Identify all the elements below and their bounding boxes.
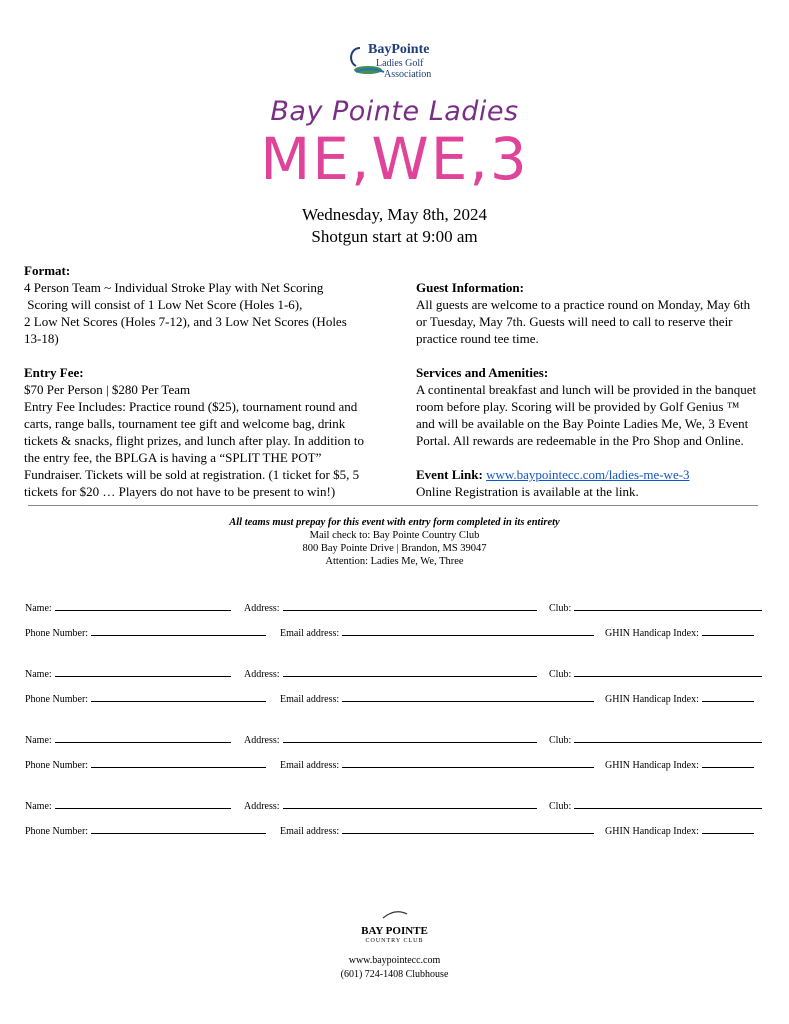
fee-line: tickets & snacks, flight prizes, and lunch after play. In addition to — [24, 433, 364, 448]
address-label: Address: — [244, 603, 280, 614]
club-field[interactable] — [549, 732, 762, 746]
player-row-bottom — [0, 823, 789, 837]
phone-label: Phone Number: — [25, 826, 89, 837]
ghin-label: GHIN Handicap Index: — [605, 826, 699, 837]
email-input[interactable] — [342, 691, 594, 702]
fee-line: the entry fee, the BPLGA is having a “SPLIT THE POT” — [24, 450, 322, 465]
name-label: Name: — [25, 735, 52, 746]
services-line: A continental breakfast and lunch will be provided in the banquet — [416, 382, 757, 397]
phone-input[interactable] — [91, 823, 266, 834]
registration-note: Online Registration is available at the link. — [416, 484, 639, 499]
name-input[interactable] — [55, 732, 231, 743]
ghin-input[interactable] — [702, 823, 754, 834]
name-input[interactable] — [55, 600, 231, 611]
name-input[interactable] — [55, 666, 231, 677]
phone-input[interactable] — [91, 691, 266, 702]
club-label: Club: — [549, 801, 572, 812]
address-field[interactable] — [244, 666, 537, 680]
ghin-input[interactable] — [702, 691, 754, 702]
club-label: Club: — [549, 603, 572, 614]
player-row-bottom — [0, 625, 789, 639]
fee-line: carts, range balls, tournament tee gift and welcome bag, drink — [24, 416, 346, 431]
ghin-field[interactable] — [605, 691, 754, 705]
email-label: Email address: — [280, 628, 340, 639]
services-line: and will be available on the Bay Pointe Ladies Me, We, 3 Event — [416, 416, 749, 431]
ghin-label: GHIN Handicap Index: — [605, 628, 699, 639]
club-input[interactable] — [574, 600, 762, 611]
fee-line: tickets for $20 … Players do not have to be present to win!) — [24, 484, 336, 499]
logo-line-3: Association — [384, 69, 432, 80]
association-logo — [340, 40, 450, 88]
footer-website[interactable]: www.baypointecc.com — [348, 955, 441, 966]
event-subtitle: Bay Pointe Ladies — [270, 96, 519, 127]
footer-contact — [0, 954, 789, 982]
address-field[interactable] — [244, 798, 537, 812]
ghin-label: GHIN Handicap Index: — [605, 760, 699, 771]
mail-line: Mail check to: Bay Pointe Country Club — [309, 530, 480, 541]
club-label: Club: — [549, 669, 572, 680]
mail-instructions — [0, 516, 789, 568]
guest-heading: Guest Information: — [416, 280, 524, 295]
address-field[interactable] — [244, 600, 537, 614]
left-column — [24, 262, 394, 500]
address-input[interactable] — [283, 600, 537, 611]
ghin-field[interactable] — [605, 625, 754, 639]
phone-field[interactable] — [25, 691, 266, 705]
format-line: 2 Low Net Scores (Holes 7-12), and 3 Low Net Scores (Holes — [24, 314, 347, 329]
email-input[interactable] — [342, 625, 594, 636]
footer-logo — [0, 908, 789, 945]
services-heading: Services and Amenities: — [416, 365, 549, 380]
address-field[interactable] — [244, 732, 537, 746]
player-row-top — [0, 666, 789, 680]
name-field[interactable] — [25, 666, 231, 680]
prepay-notice: All teams must prepay for this event with entry form completed in its entirety — [229, 517, 560, 528]
format-line: Scoring will consist of 1 Low Net Score (Holes 1-6), — [24, 297, 303, 312]
event-link-label: Event Link: — [416, 467, 483, 482]
player-row-top — [0, 732, 789, 746]
fee-line: Fundraiser. Tickets will be sold at registration. (1 ticket for $5, 5 — [24, 467, 360, 482]
name-label: Name: — [25, 669, 52, 680]
name-label: Name: — [25, 801, 52, 812]
email-label: Email address: — [280, 694, 340, 705]
player-row-bottom — [0, 757, 789, 771]
club-logo-icon — [375, 908, 415, 920]
footer-phone: (601) 724-1408 Clubhouse — [340, 969, 449, 980]
club-input[interactable] — [574, 732, 762, 743]
email-field[interactable] — [280, 625, 594, 639]
event-link-line — [416, 466, 776, 483]
name-field[interactable] — [25, 798, 231, 812]
email-field[interactable] — [280, 691, 594, 705]
address-input[interactable] — [283, 732, 537, 743]
ghin-input[interactable] — [702, 757, 754, 768]
email-input[interactable] — [342, 823, 594, 834]
player-row-top — [0, 798, 789, 812]
club-field[interactable] — [549, 798, 762, 812]
club-logo-subtext: COUNTRY CLUB — [365, 938, 424, 944]
player-row-top — [0, 600, 789, 614]
phone-input[interactable] — [91, 757, 266, 768]
name-label: Name: — [25, 603, 52, 614]
name-input[interactable] — [55, 798, 231, 809]
email-label: Email address: — [280, 826, 340, 837]
fee-line: $70 Per Person | $280 Per Team — [24, 382, 191, 397]
email-field[interactable] — [280, 823, 594, 837]
name-field[interactable] — [25, 732, 231, 746]
phone-label: Phone Number: — [25, 628, 89, 639]
address-input[interactable] — [283, 666, 537, 677]
email-input[interactable] — [342, 757, 594, 768]
fee-line: Entry Fee Includes: Practice round ($25), tournament round and — [24, 399, 358, 414]
email-label: Email address: — [280, 760, 340, 771]
event-link[interactable]: www.baypointecc.com/ladies-me-we-3 — [486, 467, 690, 482]
player-row-bottom — [0, 691, 789, 705]
phone-field[interactable] — [25, 625, 266, 639]
ghin-field[interactable] — [605, 823, 754, 837]
address-label: Address: — [244, 669, 280, 680]
email-field[interactable] — [280, 757, 594, 771]
ghin-label: GHIN Handicap Index: — [605, 694, 699, 705]
address-input[interactable] — [283, 798, 537, 809]
phone-label: Phone Number: — [25, 694, 89, 705]
services-line: room before play. Scoring will be provided by Golf Genius ™ — [416, 399, 740, 414]
club-label: Club: — [549, 735, 572, 746]
fee-heading: Entry Fee: — [24, 365, 84, 380]
club-logo-text: BAY POINTE — [361, 925, 428, 937]
guest-line: or Tuesday, May 7th. Guests will need to call to reserve their — [416, 314, 733, 329]
services-line: Portal. All rewards are redeemable in the Pro Shop and Online. — [416, 433, 744, 448]
address-label: Address: — [244, 735, 280, 746]
mail-line: Attention: Ladies Me, We, Three — [325, 556, 464, 567]
event-date: Wednesday, May 8th, 2024 — [302, 205, 487, 224]
club-input[interactable] — [574, 798, 762, 809]
phone-field[interactable] — [25, 757, 266, 771]
event-title: ME,WE,3 — [260, 125, 529, 193]
ghin-field[interactable] — [605, 757, 754, 771]
club-field[interactable] — [549, 666, 762, 680]
phone-field[interactable] — [25, 823, 266, 837]
guest-line: practice round tee time. — [416, 331, 539, 346]
name-field[interactable] — [25, 600, 231, 614]
right-column — [416, 279, 776, 500]
logo-line-1: BayPointe — [368, 42, 430, 57]
mail-line: 800 Bay Pointe Drive | Brandon, MS 39047 — [302, 543, 487, 554]
address-label: Address: — [244, 801, 280, 812]
phone-label: Phone Number: — [25, 760, 89, 771]
format-line: 13-18) — [24, 331, 59, 346]
club-input[interactable] — [574, 666, 762, 677]
ghin-input[interactable] — [702, 625, 754, 636]
club-field[interactable] — [549, 600, 762, 614]
start-time: Shotgun start at 9:00 am — [311, 227, 478, 246]
phone-input[interactable] — [91, 625, 266, 636]
logo-line-2: Ladies Golf — [376, 58, 424, 69]
format-heading: Format: — [24, 263, 71, 278]
guest-line: All guests are welcome to a practice round on Monday, May 6th — [416, 297, 751, 312]
section-divider — [28, 505, 758, 506]
format-line: 4 Person Team ~ Individual Stroke Play with Net Scoring — [24, 280, 324, 295]
